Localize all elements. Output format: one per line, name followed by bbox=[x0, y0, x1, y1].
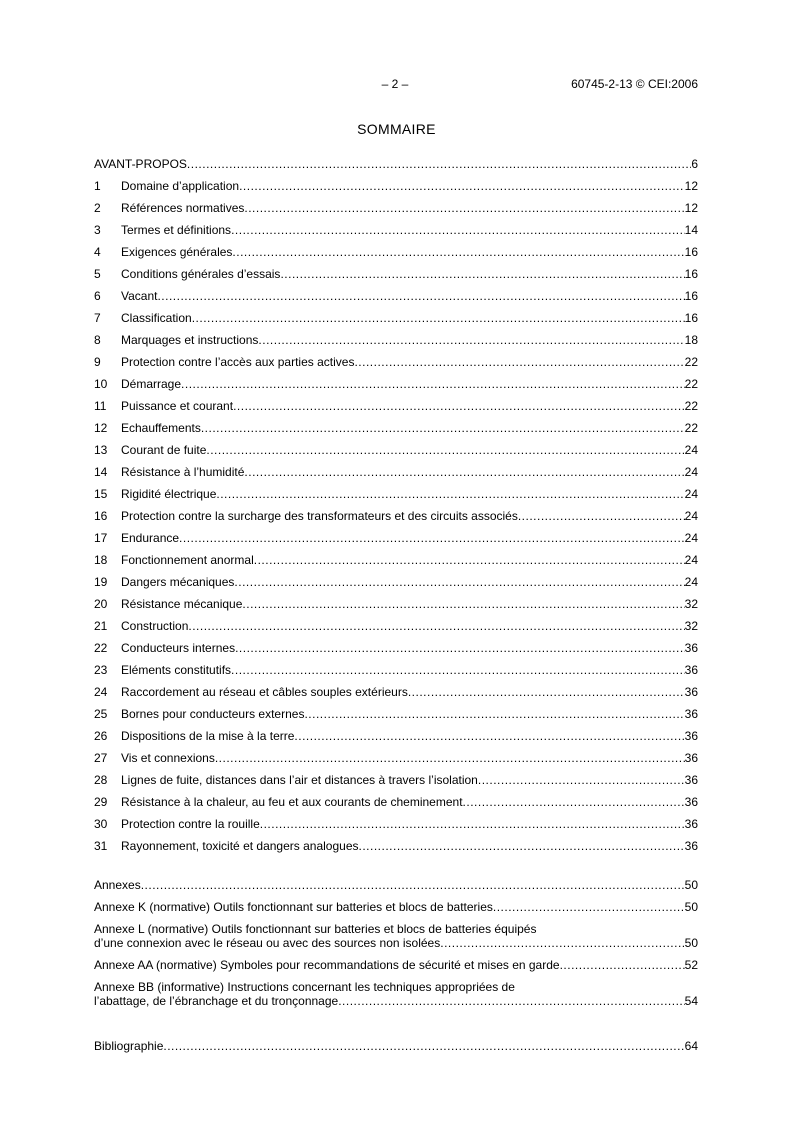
toc-entry-clause[interactable] bbox=[94, 281, 698, 303]
toc-bibliography bbox=[94, 1031, 698, 1053]
toc-entry-label: AVANT-PROPOS ..... bbox=[94, 157, 691, 171]
toc-entry-page: 36 bbox=[684, 795, 698, 809]
toc-entry-clause[interactable] bbox=[94, 391, 698, 413]
toc-entry-label-line1: Annexe L (normative) Outils fonctionnant sur batteries et blocs de batteries équipés bbox=[94, 922, 537, 936]
toc-entry-label: Marquages et instructions ..... bbox=[121, 333, 685, 347]
toc-entry-page: 16 bbox=[684, 245, 698, 259]
toc-entry-page: 52 bbox=[684, 958, 698, 972]
toc-entry-clause[interactable] bbox=[94, 567, 698, 589]
toc-entry-number: 21 bbox=[94, 619, 108, 633]
toc-entry-number: 18 bbox=[94, 553, 108, 567]
toc-entry-label: Protection contre l’accès aux parties actives ..... bbox=[121, 355, 685, 369]
toc-entry-number: 12 bbox=[94, 421, 108, 435]
toc-entry-clause[interactable] bbox=[94, 743, 698, 765]
page-title: SOMMAIRE bbox=[357, 121, 436, 137]
toc-entry-label-line1: Annexe BB (informative) Instructions concernant les techniques appropriées de bbox=[94, 980, 515, 994]
toc-entry-page: 24 bbox=[684, 531, 698, 545]
toc-entry-page: 36 bbox=[684, 663, 698, 677]
toc-entry-page: 22 bbox=[684, 421, 698, 435]
toc-annexes bbox=[94, 870, 698, 1008]
toc-entry-label: Classification ..... bbox=[121, 311, 685, 325]
toc-entry-label: Résistance à l’humidité ..... bbox=[121, 465, 685, 479]
toc-entry-page: 24 bbox=[684, 465, 698, 479]
toc-entry-number: 24 bbox=[94, 685, 108, 699]
toc-entry-page: 36 bbox=[684, 707, 698, 721]
toc-entry-label: Résistance mécanique ..... bbox=[121, 597, 685, 611]
toc-entry-page: 24 bbox=[684, 575, 698, 589]
toc-entry-page: 50 bbox=[684, 878, 698, 892]
toc-entry-page: 24 bbox=[684, 487, 698, 501]
toc-entry-clause[interactable] bbox=[94, 501, 698, 523]
toc-entry-number: 9 bbox=[94, 355, 101, 369]
toc-entry-label: Domaine d’application ..... bbox=[121, 179, 685, 193]
toc-entry-page: 14 bbox=[684, 223, 698, 237]
toc-entry-label: Protection contre la rouille ..... bbox=[121, 817, 685, 831]
toc-entry-page: 36 bbox=[684, 773, 698, 787]
toc-entry-page: 36 bbox=[684, 685, 698, 699]
toc-entry-number: 16 bbox=[94, 509, 108, 523]
toc-entry-clause[interactable] bbox=[94, 457, 698, 479]
toc-entry-number: 13 bbox=[94, 443, 108, 457]
toc-entry-clause[interactable] bbox=[94, 545, 698, 567]
toc-entry-label: Résistance à la chaleur, au feu et aux courants de cheminement ..... bbox=[121, 795, 685, 809]
toc-entry-annexes[interactable] bbox=[94, 870, 698, 892]
toc-entry-number: 20 bbox=[94, 597, 108, 611]
toc-entry-label: Puissance et courant ..... bbox=[121, 399, 685, 413]
toc-entry-number: 31 bbox=[94, 839, 108, 853]
toc-entry-number: 28 bbox=[94, 773, 108, 787]
toc-entry-label: Démarrage ..... bbox=[121, 377, 685, 391]
toc-entry-clause[interactable] bbox=[94, 699, 698, 721]
toc-entry-label-line2: d’une connexion avec le réseau ou avec des sources non isolées ..... bbox=[94, 936, 685, 950]
toc-entry-number: 2 bbox=[94, 201, 101, 215]
toc-entry-page: 36 bbox=[684, 751, 698, 765]
toc-entry-clause[interactable] bbox=[94, 237, 698, 259]
page-number: – 2 – bbox=[381, 77, 409, 91]
toc-entry-page: 12 bbox=[684, 201, 698, 215]
toc-entry-label: Dangers mécaniques ..... bbox=[121, 575, 685, 589]
toc-entry-number: 30 bbox=[94, 817, 108, 831]
toc-entry-number: 29 bbox=[94, 795, 108, 809]
toc-entry-label: Vis et connexions ..... bbox=[121, 751, 685, 765]
toc-entry-clause[interactable] bbox=[94, 765, 698, 787]
toc-entry-clause[interactable] bbox=[94, 479, 698, 501]
toc-entry-clause[interactable] bbox=[94, 831, 698, 853]
toc-entry-page: 32 bbox=[684, 619, 698, 633]
toc-entry-clause[interactable] bbox=[94, 655, 698, 677]
toc-entry-annex-l[interactable] bbox=[94, 922, 698, 950]
toc-entry-clause[interactable] bbox=[94, 369, 698, 391]
toc-entry-page: 24 bbox=[684, 553, 698, 567]
toc-entry-label: Lignes de fuite, distances dans l’air et distances à travers l’isolation ..... bbox=[121, 773, 685, 787]
toc-entry-number: 23 bbox=[94, 663, 108, 677]
toc-entry-label: Annexe K (normative) Outils fonctionnant sur batteries et blocs de batteries ..... bbox=[94, 900, 685, 914]
toc-entry-clause[interactable] bbox=[94, 303, 698, 325]
toc-entry-clause[interactable] bbox=[94, 171, 698, 193]
toc-entry-page: 36 bbox=[684, 641, 698, 655]
toc-entry-label: Construction ..... bbox=[121, 619, 685, 633]
toc-entry-annex-k[interactable] bbox=[94, 892, 698, 914]
toc-entry-page: 54 bbox=[684, 994, 698, 1008]
toc-entry-label: Dispositions de la mise à la terre ..... bbox=[121, 729, 685, 743]
toc-entry-number: 15 bbox=[94, 487, 108, 501]
toc-entry-label: Vacant ..... bbox=[121, 289, 685, 303]
toc-entry-page: 16 bbox=[684, 311, 698, 325]
toc-entry-clause[interactable] bbox=[94, 259, 698, 281]
toc-entry-page: 36 bbox=[684, 729, 698, 743]
toc-entry-clause[interactable] bbox=[94, 721, 698, 743]
toc-entry-annex-aa[interactable] bbox=[94, 950, 698, 972]
document-reference: 60745-2-13 © CEI:2006 bbox=[571, 77, 698, 91]
toc-entry-number: 10 bbox=[94, 377, 108, 391]
toc-entry-annex-bb[interactable] bbox=[94, 980, 698, 1008]
toc-entry-page: 16 bbox=[684, 267, 698, 281]
toc-entry-page: 24 bbox=[684, 443, 698, 457]
toc-entry-page: 64 bbox=[684, 1039, 698, 1053]
toc-entry-number: 8 bbox=[94, 333, 101, 347]
toc-entry-label: Références normatives ..... bbox=[121, 201, 685, 215]
toc-entry-number: 7 bbox=[94, 311, 101, 325]
toc-entry-number: 19 bbox=[94, 575, 108, 589]
toc-entry-label: Bibliographie ..... bbox=[94, 1039, 685, 1053]
toc-entry-label: Exigences générales ..... bbox=[121, 245, 685, 259]
toc-entry-number: 3 bbox=[94, 223, 101, 237]
toc-entry-clause[interactable] bbox=[94, 787, 698, 809]
toc-entry-number: 11 bbox=[94, 399, 107, 413]
toc-entry-clause[interactable] bbox=[94, 589, 698, 611]
toc-entry-page: 22 bbox=[684, 355, 698, 369]
toc-entry-label: Rigidité électrique ..... bbox=[121, 487, 685, 501]
toc-entry-clause[interactable] bbox=[94, 193, 698, 215]
toc-entry-clause[interactable] bbox=[94, 413, 698, 435]
toc-entry-page: 22 bbox=[684, 399, 698, 413]
toc-entry-number: 25 bbox=[94, 707, 108, 721]
toc-entry-clause[interactable] bbox=[94, 633, 698, 655]
toc-clauses bbox=[94, 149, 698, 853]
toc-entry-page: 22 bbox=[684, 377, 698, 391]
toc-entry-label: Protection contre la surcharge des transformateurs et des circuits associés ..... bbox=[121, 509, 685, 523]
toc-entry-number: 5 bbox=[94, 267, 101, 281]
toc-entry-label: Raccordement au réseau et câbles souples extérieurs ..... bbox=[121, 685, 685, 699]
toc-entry-label: Fonctionnement anormal ..... bbox=[121, 553, 685, 567]
toc-entry-page: 32 bbox=[684, 597, 698, 611]
toc-entry-clause[interactable] bbox=[94, 611, 698, 633]
toc-entry-page: 36 bbox=[684, 817, 698, 831]
toc-entry-label: Annexes ..... bbox=[94, 878, 685, 892]
toc-entry-clause[interactable] bbox=[94, 347, 698, 369]
toc-entry-number: 27 bbox=[94, 751, 108, 765]
toc-entry-clause[interactable] bbox=[94, 215, 698, 237]
toc-entry-page: 6 bbox=[691, 157, 698, 171]
toc-entry-page: 24 bbox=[684, 509, 698, 523]
toc-entry-page: 12 bbox=[684, 179, 698, 193]
toc-entry-label: Endurance ..... bbox=[121, 531, 685, 545]
toc-entry-number: 22 bbox=[94, 641, 108, 655]
toc-entry-page: 18 bbox=[684, 333, 698, 347]
toc-entry-page: 50 bbox=[684, 900, 698, 914]
toc-entry-clause[interactable] bbox=[94, 809, 698, 831]
toc-entry-page: 50 bbox=[684, 936, 698, 950]
toc-entry-clause[interactable] bbox=[94, 435, 698, 457]
toc-entry-bibliography[interactable] bbox=[94, 1031, 698, 1053]
toc-entry-number: 17 bbox=[94, 531, 108, 545]
toc-entry-number: 26 bbox=[94, 729, 108, 743]
toc-entry-number: 6 bbox=[94, 289, 101, 303]
clauses-list bbox=[94, 171, 698, 853]
toc-entry-label-line2: l’abattage, de l’ébranchage et du tronçonnage ..... bbox=[94, 994, 685, 1008]
toc-entry-label: Conducteurs internes ..... bbox=[121, 641, 685, 655]
toc-entry-label: Bornes pour conducteurs externes ..... bbox=[121, 707, 685, 721]
toc-entry-label: Rayonnement, toxicité et dangers analogues ..... bbox=[121, 839, 685, 853]
toc-entry-label: Conditions générales d’essais ..... bbox=[121, 267, 685, 281]
toc-entry-page: 36 bbox=[684, 839, 698, 853]
toc-entry-label: Courant de fuite ..... bbox=[121, 443, 685, 457]
toc-entry-foreword[interactable] bbox=[94, 149, 698, 171]
toc-entry-label: Echauffements ..... bbox=[121, 421, 685, 435]
toc-entry-number: 1 bbox=[94, 179, 101, 193]
toc-entry-page: 16 bbox=[684, 289, 698, 303]
toc-entry-number: 4 bbox=[94, 245, 101, 259]
toc-entry-number: 14 bbox=[94, 465, 108, 479]
toc-entry-clause[interactable] bbox=[94, 523, 698, 545]
toc-entry-clause[interactable] bbox=[94, 325, 698, 347]
toc-entry-label: Termes et définitions ..... bbox=[121, 223, 685, 237]
toc-entry-label: Eléments constitutifs ..... bbox=[121, 663, 685, 677]
toc-entry-label: Annexe AA (normative) Symboles pour recommandations de sécurité et mises en garde ..... bbox=[94, 958, 685, 972]
toc-entry-clause[interactable] bbox=[94, 677, 698, 699]
